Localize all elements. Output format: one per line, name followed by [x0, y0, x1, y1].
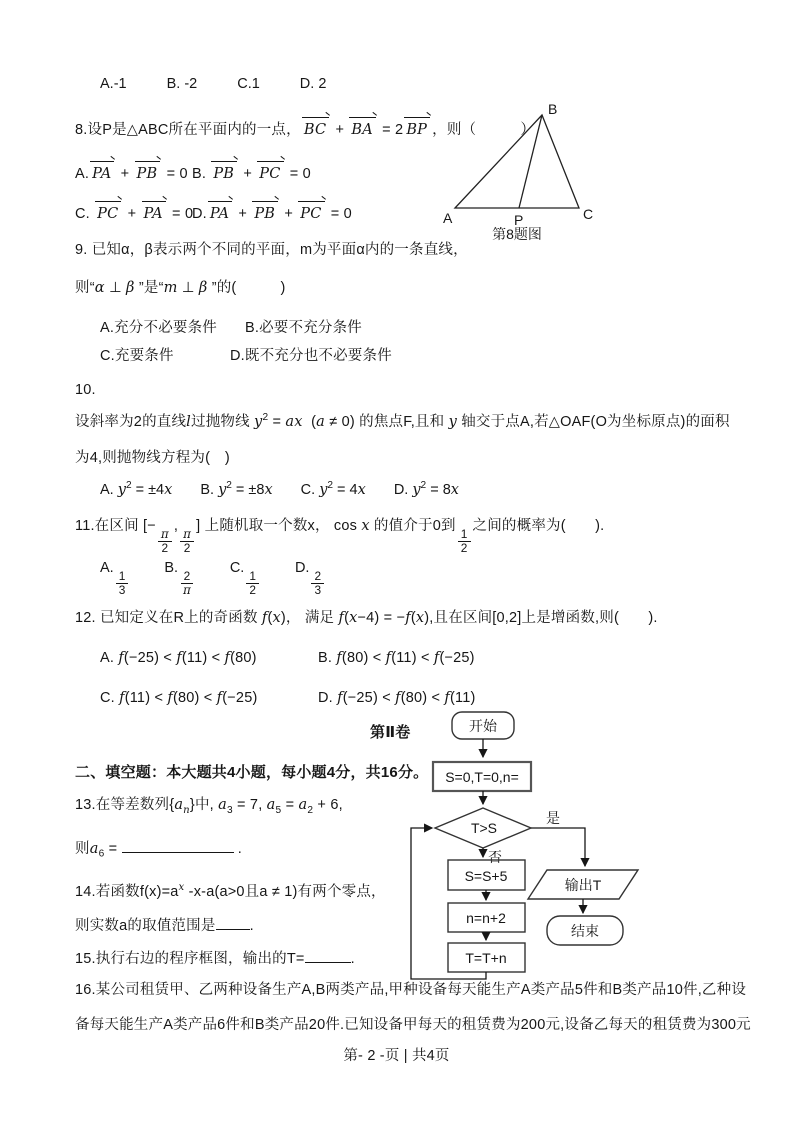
q8-option-b: B. PB + PC = 0 [192, 160, 311, 186]
flowchart-init-label: S=0,T=0,n= [445, 769, 519, 785]
q16-stem-line1: 16.某公司租赁甲、乙两种设备生产A,B两类产品,甲种设备每天能生产A类产品5件和B类产品10件,乙种设 [75, 982, 747, 998]
q10-stem-line2: 为4,则抛物线方程为( ) [75, 450, 230, 466]
point-label-p: P [514, 212, 524, 228]
section2-header: 二、填空题：本大题共4小题，每小题4分，共16分。 [75, 764, 429, 781]
q15-stem: 15.执行右边的程序框图，输出的T= . [75, 948, 355, 971]
q10-option-a: A. $y^2 = \pm 4x$ [100, 480, 173, 498]
flowchart-step3-label: T=T+n [465, 950, 507, 966]
q10-option-b: B. $y^2 = \pm 8x$ [200, 480, 273, 498]
q7-options-row [100, 76, 326, 92]
program-flowchart [400, 702, 650, 987]
q9-stem-line2: 则“α ⊥ β ”是“m ⊥ β ”的( ) [75, 280, 286, 296]
q10-options-row [100, 480, 459, 498]
q11-option-c: C. $\frac{1}{2}$ [230, 560, 261, 597]
q9-option-d: D.既不充分也不必要条件 [230, 348, 392, 364]
q9-option-a: A.充分不必要条件 [100, 320, 217, 336]
flowchart-step1-label: S=S+5 [464, 868, 508, 884]
flowchart-output-label: 输出T [564, 877, 602, 893]
vertex-label-c: C [583, 206, 594, 222]
q7-option-d: D. 2 [299, 76, 327, 92]
q8-option-a: A. PA + PB = 0 [75, 160, 188, 186]
triangle-outline [455, 115, 579, 208]
q12-stem: 12. 已知定义在R上的奇函数 f(x)， 满足 f(x−4) = −f(x),且在区间[0,2]上是增函数,则( ). [75, 610, 658, 626]
q12-option-b: B. f(80) < f(11) < f(−25) [318, 650, 475, 666]
q10-number: 10. [75, 382, 96, 398]
q7-option-b: B. -2 [166, 76, 198, 92]
q12-option-a: A. f(−25) < f(11) < f(80) [100, 650, 257, 666]
flowchart-decision-label: T>S [470, 820, 498, 836]
flowchart-yes-arrow [531, 828, 585, 866]
flowchart-no-label: 否 [488, 849, 502, 865]
q16-stem-line2: 备每天能生产A类产品6件和B类产品20件.已知设备甲每天的租赁费为200元,设备乙每天的租赁费为300元 [75, 1017, 751, 1033]
flowchart-yes-label: 是 [546, 810, 560, 826]
q8-stem: 8.设P是△ABC所在平面内的一点， BC + BA = 2 BP ，则（ ） [75, 116, 535, 142]
q11-option-a: A. $\frac{1}{3}$ [100, 560, 130, 597]
q11-stem: 11.在区间 [− $\frac{\pi}{2}$ , $\frac{\pi}{2}$ ] 上随机取一个数x， cos x 的值介于0到 $\frac{1}{2}$ 之间的概率为( ). [75, 518, 605, 555]
vertex-label-a: A [443, 210, 453, 226]
flowchart-end-label: 结束 [571, 923, 599, 939]
q14-stem-line2: 则实数a的取值范围是 . [75, 915, 254, 938]
q8-option-d: D. PA + PB + PC = 0 [192, 200, 352, 226]
q12-option-d: D. f(−25) < f(80) < f(11) [318, 690, 476, 706]
q9-option-b: B.必要不充分条件 [245, 320, 362, 336]
flowchart-step2-label: n=n+2 [466, 910, 506, 926]
q7-option-c: C.1 [237, 76, 260, 92]
q8-triangle-figure [438, 95, 613, 245]
page-footer: 第- 2 -页 | 共4页 [343, 1048, 450, 1064]
q11-option-d: D. $\frac{2}{3}$ [295, 560, 326, 597]
q7-option-a: A.-1 [100, 76, 127, 92]
flowchart-start-label: 开始 [469, 718, 497, 734]
q8-option-c: C. PC + PA = 0 [75, 200, 193, 226]
vertex-label-b: B [548, 101, 558, 117]
q11-options-row [100, 560, 326, 597]
q9-option-c: C.充要条件 [100, 348, 174, 364]
q13-stem-line1: 13.在等差数列$\{a_n\}$中, $a_3 = 7$, $a_5 = a_2 + 6$, [75, 797, 343, 816]
q14-stem-line1: 14.若函数$f(x)=a^x$ -x-a(a>0且a ≠ 1)有两个零点， [75, 882, 386, 900]
figure-caption: 第8题图 [492, 226, 542, 242]
q10-option-c: C. $y^2 = 4x$ [300, 480, 366, 498]
q9-stem-line1: 9. 已知α，β表示两个不同的平面，m为平面α内的一条直线， [75, 242, 468, 258]
triangle-cevian-bp [519, 115, 542, 208]
q10-option-d: D. $y^2 = 8x$ [393, 480, 459, 498]
q13-stem-line2: 则$a_6$ = . [75, 838, 242, 862]
q11-option-b: B. $\frac{2}{\pi}$ [164, 560, 196, 597]
q10-stem-line1: 设斜率为2的直线l过抛物线 $y^2$ = ax (a ≠ 0) 的焦点F,且和 y 轴交于点A,若△OAF(O为坐标原点)的面积 [75, 412, 730, 430]
volume-title: 第Ⅱ卷 [370, 724, 411, 741]
q12-option-c: C. f(11) < f(80) < f(−25) [100, 690, 258, 706]
